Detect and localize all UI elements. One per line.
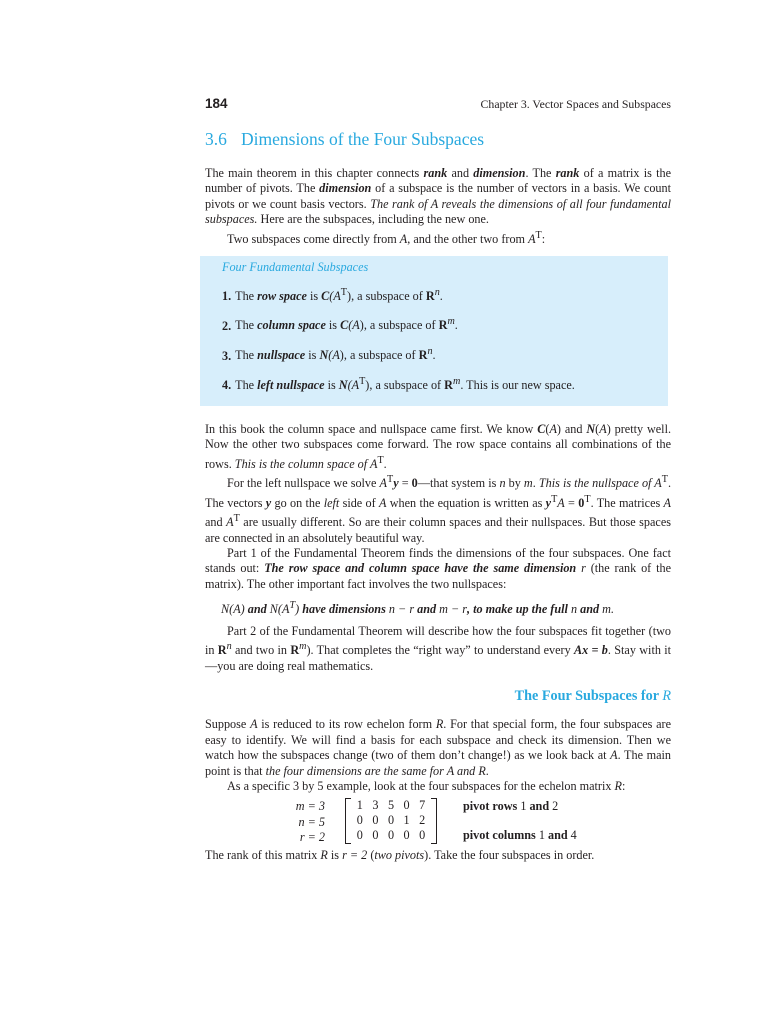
paragraph-part-one: Part 1 of the Fundamental Theorem finds the dimensions of the four subspaces. One fact stands out: The row space and column space have the same dimension r (the rank of the matrix). The other important fact involves the two nullspaces: bbox=[205, 545, 672, 591]
paragraph-example: As a specific 3 by 5 example, look at the four subspaces for the echelon matrix R: bbox=[227, 778, 626, 793]
running-header bbox=[205, 96, 671, 116]
box-item-column-space: 2. The column space is C(A), a subspace of $R^m$. bbox=[222, 316, 458, 333]
textbook-page bbox=[205, 96, 671, 864]
box-title: Four Fundamental Subspaces bbox=[222, 260, 369, 275]
pivot-columns-note: pivot columns 1 and 4 bbox=[462, 827, 577, 842]
paragraph-column-space-first: In this book the column space and nullspace came first. We know C(A) and N(A) pretty well. Now the other two subspaces come forward. The row space contains all combinations of the rows. This is the column space of $A^T$. bbox=[205, 421, 672, 471]
pivot-rows-note: pivot rows 1 and 2 bbox=[462, 799, 559, 814]
subsection-title: The Four Subspaces for R bbox=[514, 687, 671, 704]
section-title-text: Dimensions of the Four Subspaces bbox=[241, 129, 485, 149]
paragraph-two-subspaces: Two subspaces come directly from A, and the other two from $A^T$: bbox=[227, 229, 546, 246]
matrix-entries: 1 3 5 0 7 0 0 0 1 2 0 0 0 0 0 bbox=[356, 798, 426, 843]
box-item-left-nullspace: 4. The left nullspace is $N(A^T)$, a subspace of $R^m$. This is our new space. bbox=[222, 376, 575, 393]
running-head: Chapter 3. Vector Spaces and Subspaces bbox=[480, 97, 671, 111]
paragraph-echelon-form: Suppose A is reduced to its row echelon form R. For that special form, the four subspaces are easy to identify. We will find a basis for each subspace and check its dimension. Then we watch how the subspaces change (two of them don’t change!) as we look back at A. The main point is that the four dimensions are the same for A and R. bbox=[205, 717, 672, 778]
matrix-dimension-labels: m = 3 n = 5 r = 2 bbox=[295, 799, 325, 845]
paragraph-left-nullspace: For the left nullspace we solve $A^Ty$ = 0—that system is n by m. This is the nullspace of $A^T$. The vectors y go on the left side of A when the equation is written as $y^TA = 0^T$. The matrices A and $A^T$ are usually different. So are their column spaces and their nullspaces. But those spaces are connected in an absolutely beautiful way. bbox=[205, 474, 672, 545]
paragraph-rank-of-r: The rank of this matrix R is r = 2 (two pivots). Take the four subspaces in order. bbox=[205, 848, 595, 863]
section-title bbox=[205, 128, 671, 150]
fundamental-subspaces-box bbox=[200, 256, 668, 406]
nullspace-dimensions-display: N(A) and $N(A^T)$ have dimensions n − r and m − r, to make up the full n and m. bbox=[221, 600, 614, 617]
echelon-matrix-example bbox=[285, 797, 671, 845]
page-number: 184 bbox=[205, 96, 228, 111]
paragraph-intro: The main theorem in this chapter connects rank and dimension. The rank of a matrix is the number of pivots. The dimension of a subspace is the number of vectors in a basis. We count pivots or we count basis vectors. The rank of A reveals the dimensions of all four fundamental subspaces. Here are the subspaces, including the new one. bbox=[205, 166, 672, 227]
section-number: 3.6 bbox=[205, 129, 227, 149]
box-item-row-space: 1. The row space is $C(A^T)$, a subspace of $R^n$. bbox=[222, 286, 443, 303]
box-item-nullspace: 3. The nullspace is N(A), a subspace of $R^n$. bbox=[222, 346, 436, 363]
matrix-right-bracket bbox=[431, 798, 437, 844]
paragraph-part-two: Part 2 of the Fundamental Theorem will describe how the four subspaces fit together (two in $R^n$ and two in $R^m$). That completes the “right way” to understand every Ax = b. Stay with it—you are doing real mathematics. bbox=[205, 623, 672, 673]
matrix-pivot-notes bbox=[463, 797, 577, 845]
